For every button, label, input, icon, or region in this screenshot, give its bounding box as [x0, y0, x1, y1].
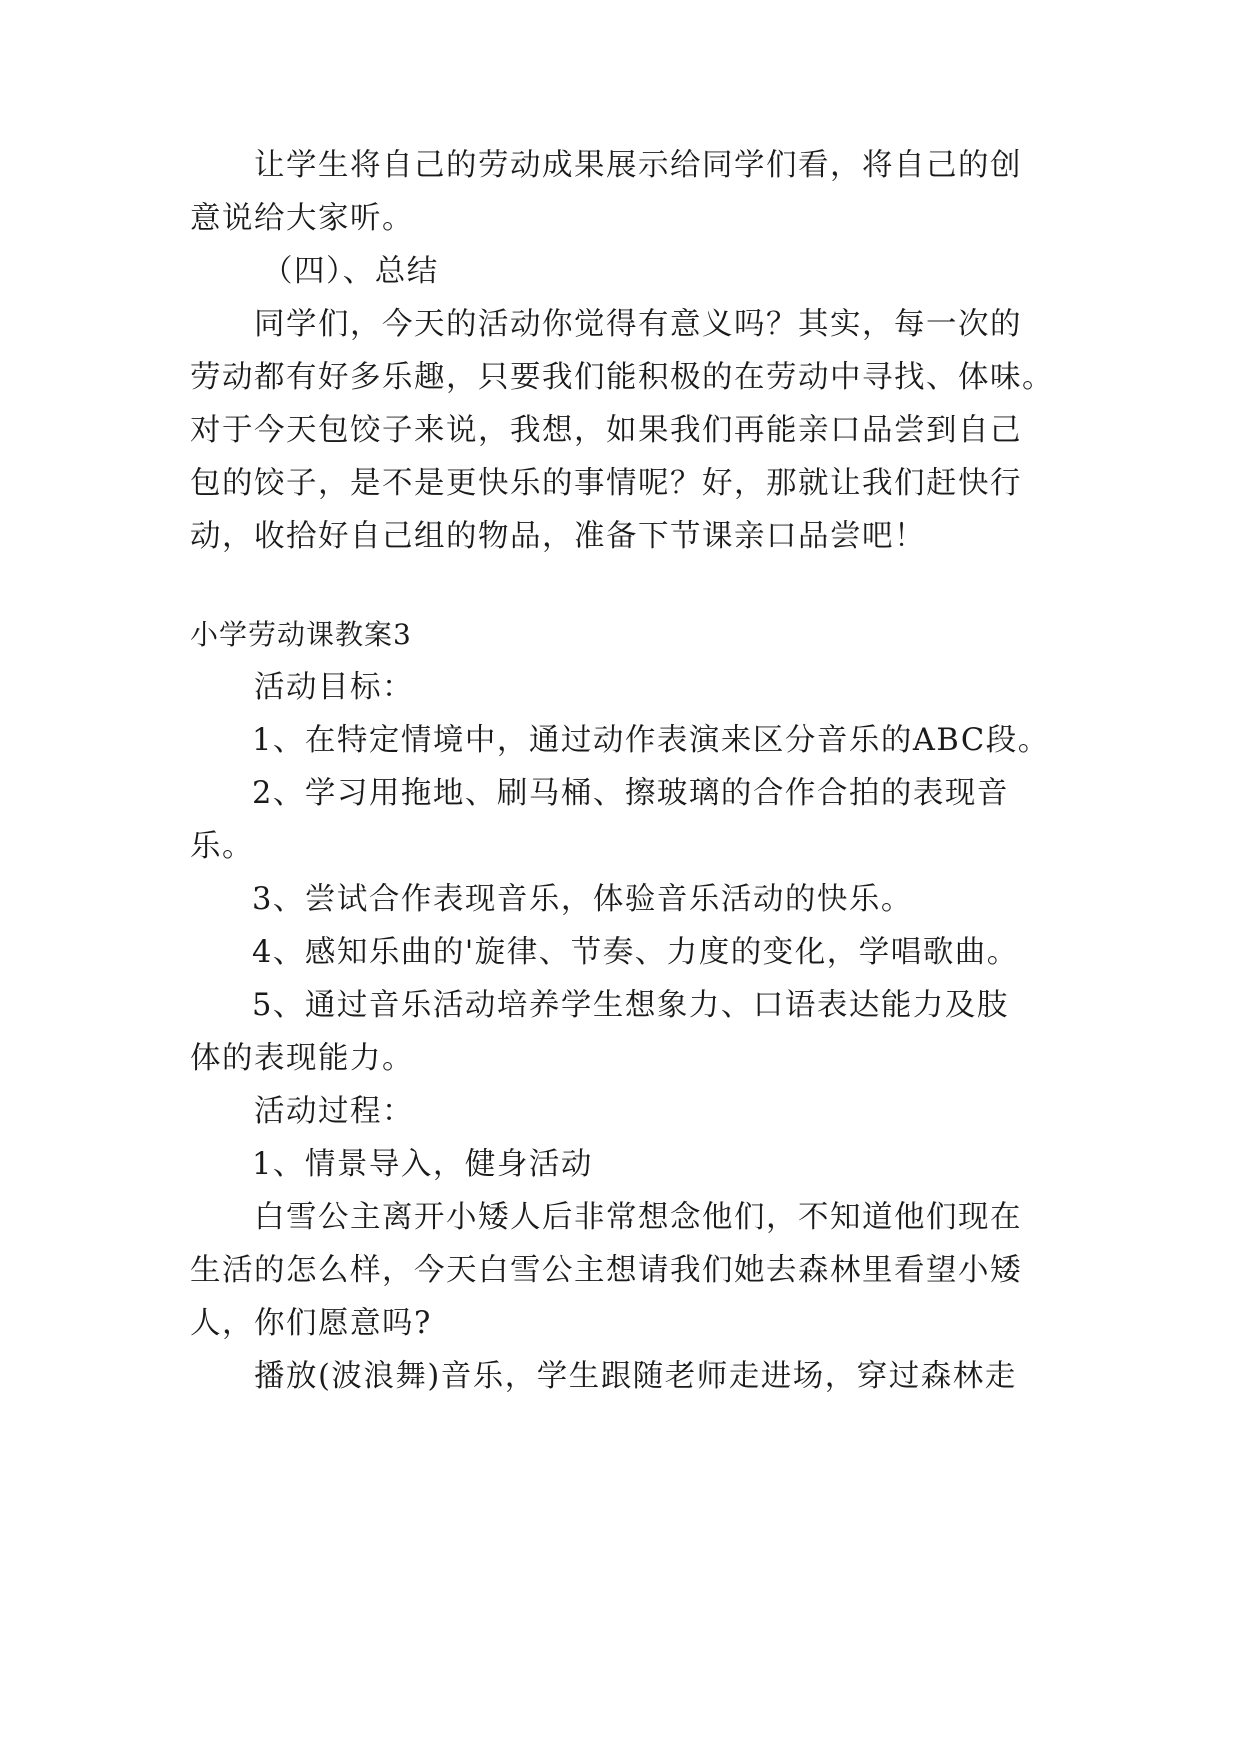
- goal-item-continued: 体的表现能力。: [190, 1041, 414, 1076]
- goals-label: 活动目标：: [254, 670, 414, 705]
- paragraph-line: 劳动都有好多乐趣，只要我们能积极的在劳动中寻找、体味。: [190, 360, 1054, 395]
- section-subheading: （四）、总结: [262, 254, 439, 289]
- goal-item-continued: 乐。: [190, 829, 254, 864]
- paragraph-line: 包的饺子，是不是更快乐的事情呢？好，那就让我们赶快行: [190, 466, 1022, 501]
- lesson-title: 小学劳动课教案3: [190, 618, 412, 651]
- goal-item: 4、感知乐曲的'旋律、节奏、力度的变化，学唱歌曲。: [252, 935, 1019, 970]
- step-item: 1、情景导入，健身活动: [252, 1147, 593, 1182]
- process-label: 活动过程：: [254, 1094, 414, 1129]
- paragraph-line: 让学生将自己的劳动成果展示给同学们看，将自己的创: [254, 148, 1022, 183]
- paragraph-line: 白雪公主离开小矮人后非常想念他们，不知道他们现在: [254, 1200, 1022, 1235]
- paragraph-line: 播放(波浪舞)音乐，学生跟随老师走进场，穿过森林走: [254, 1359, 1017, 1394]
- goal-item: 1、在特定情境中，通过动作表演来区分音乐的ABC段。: [252, 723, 1050, 758]
- paragraph-line: 意说给大家听。: [190, 201, 414, 236]
- paragraph-line: 同学们，今天的活动你觉得有意义吗？其实，每一次的: [254, 307, 1022, 342]
- paragraph-line: 动，收拾好自己组的物品，准备下节课亲口品尝吧！: [190, 519, 926, 554]
- paragraph-line: 对于今天包饺子来说，我想，如果我们再能亲口品尝到自己: [190, 413, 1022, 448]
- goal-item: 5、通过音乐活动培养学生想象力、口语表达能力及肢: [252, 988, 1009, 1023]
- paragraph-line: 人，你们愿意吗?: [190, 1306, 432, 1341]
- goal-item: 2、学习用拖地、刷马桶、擦玻璃的合作合拍的表现音: [252, 776, 1009, 811]
- paragraph-line: 生活的怎么样，今天白雪公主想请我们她去森林里看望小矮: [190, 1253, 1022, 1288]
- goal-item: 3、尝试合作表现音乐，体验音乐活动的快乐。: [252, 882, 913, 917]
